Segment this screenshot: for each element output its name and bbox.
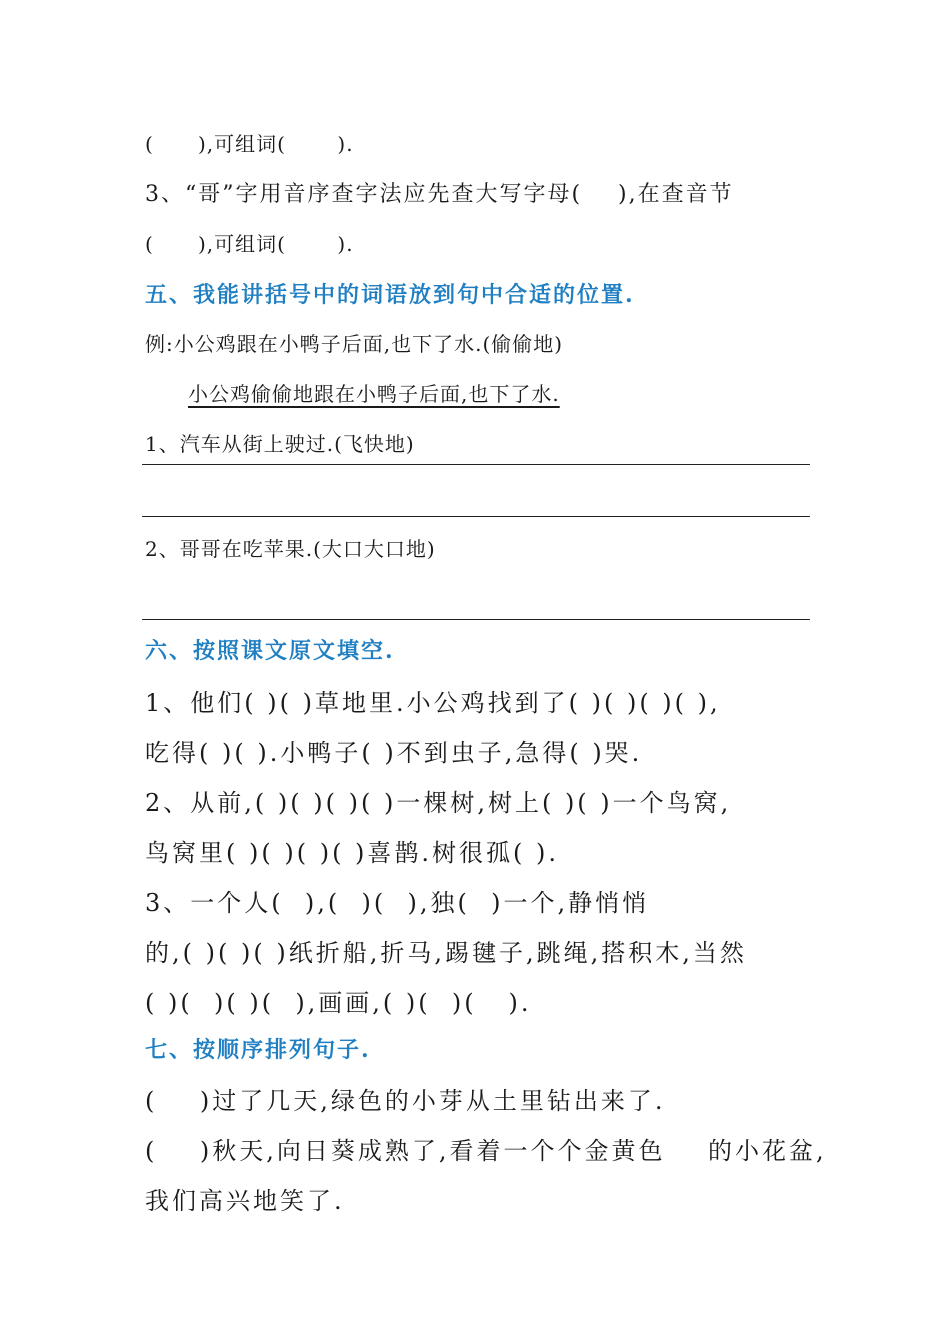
fill-line: 3、一个人( ),( )( ),独( )一个,静悄悄 [145,889,650,917]
question-5-2: 2、哥哥在吃苹果.(大口大口地) [145,537,436,561]
order-sentence: ( )过了几天,绿色的小芽从土里钻出来了. [145,1087,666,1115]
question-3-line-2: ( ),可组词( ). [145,232,354,256]
order-sentence: ( )秋天,向日葵成熟了,看着一个个金黄色 的小花盆, [145,1137,827,1165]
question-5-1: 1、汽车从街上驶过.(飞快地) [145,432,415,456]
answer-line [142,619,810,620]
section-5-heading: 五、我能讲括号中的词语放到句中合适的位置. [145,282,635,308]
fill-line: 2、从前,( )( )( )( )一棵树,树上( )( )一个鸟窝, [145,789,732,817]
fill-line: ( )( )( )( ),画画,( )( )( ). [145,989,532,1017]
vocab-line: ( ),可组词( ). [145,132,354,156]
fill-line: 的,( )( )( )纸折船,折马,踢毽子,跳绳,搭积木,当然 [145,939,747,967]
fill-line: 1、他们( )( )草地里.小公鸡找到了( )( )( )( ), [145,689,721,717]
section-6-heading: 六、按照课文原文填空. [145,638,395,664]
example-answer: 小公鸡偷偷地跟在小鸭子后面,也下了水. [188,382,560,406]
section-7-heading: 七、按顺序排列句子. [145,1037,371,1063]
fill-line: 鸟窝里( )( )( )( )喜鹊.树很孤( ). [145,839,560,867]
example-sentence: 例:小公鸡跟在小鸭子后面,也下了水.(偷偷地) [145,332,564,356]
answer-line [142,516,810,517]
fill-line: 吃得( )( ).小鸭子( )不到虫子,急得( )哭. [145,739,643,767]
question-3-line-1: 3、“哥”字用音序查字法应先查大写字母( ),在查音节 [145,182,734,207]
answer-line [142,464,810,465]
order-sentence: 我们高兴地笑了. [145,1187,345,1215]
